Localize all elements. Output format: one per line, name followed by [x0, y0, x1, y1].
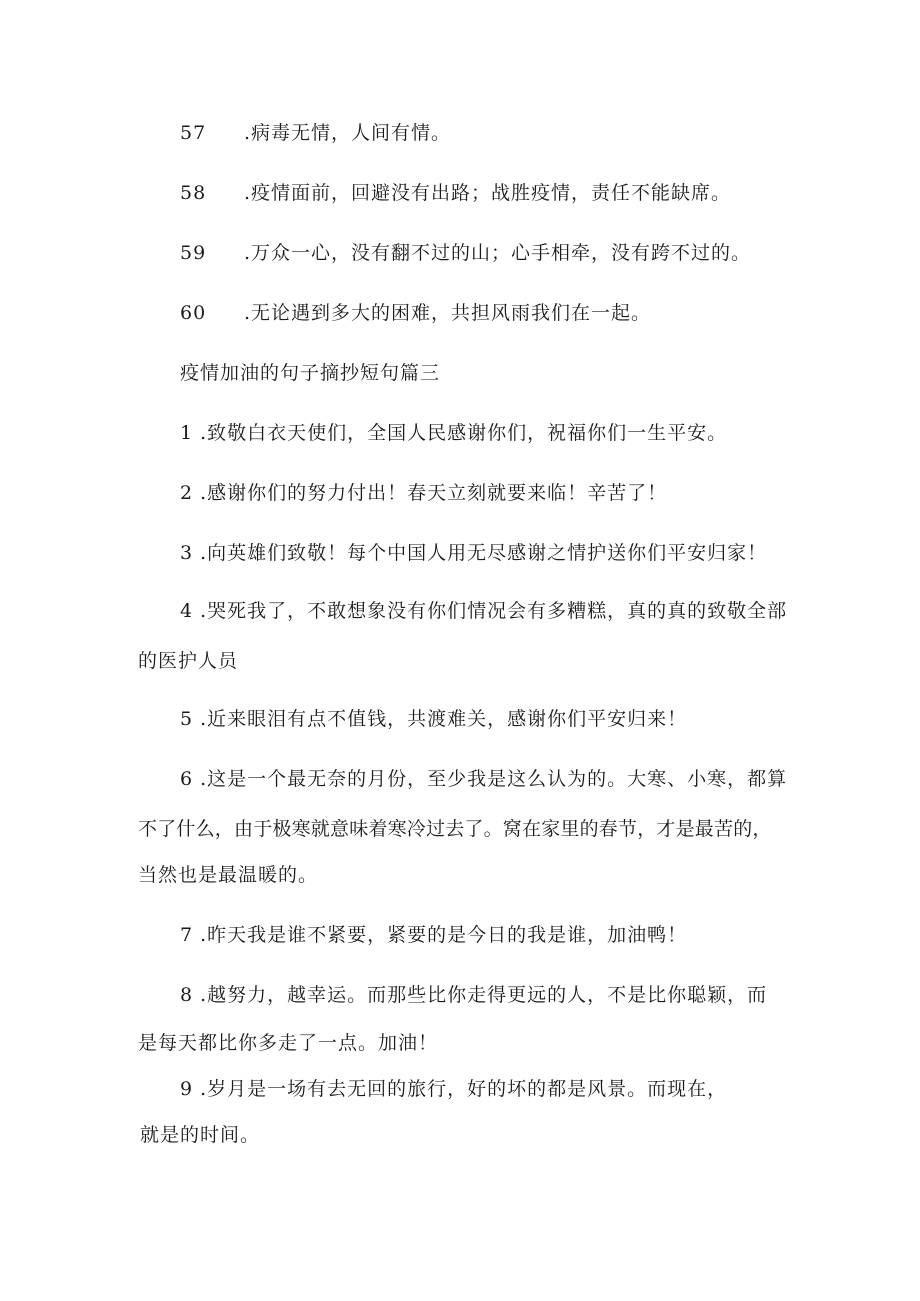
item-number: 6: [180, 768, 194, 790]
line-text: .无论遇到多大的困难，共担风雨我们在一起。: [244, 302, 652, 324]
line-number: 58: [180, 182, 207, 204]
list-item: [180, 1076, 727, 1102]
item-continuation: 是每天都比你多走了一点。加油！: [138, 1032, 439, 1054]
item-continuation: 当然也是最温暖的。: [138, 864, 319, 886]
item-text: .昨天我是谁不紧要，紧要的是今日的我是谁，加油鸭！: [200, 924, 688, 946]
item-text: .致敬白衣天使们，全国人民感谢你们，祝福你们一生平安。: [200, 422, 728, 444]
item-number: 1: [180, 422, 194, 444]
item-number: 5: [180, 708, 194, 730]
item-number: 4: [180, 600, 194, 622]
item-number: 7: [180, 924, 194, 946]
line-text: .病毒无情，人间有情。: [244, 122, 452, 144]
item-continuation: 的医护人员: [138, 650, 239, 672]
item-text: .这是一个最无奈的月份，至少我是这么认为的。大寒、小寒，都算: [200, 768, 788, 790]
section-title: 疫情加油的句子摘抄短句篇三: [180, 362, 441, 384]
item-text: .岁月是一场有去无回的旅行，好的坏的都是风景。而现在，: [200, 1078, 728, 1100]
item-number: 2: [180, 482, 194, 504]
line-number: 59: [180, 242, 207, 264]
list-item: [180, 706, 687, 732]
item-number: 9: [180, 1078, 194, 1100]
list-item: [180, 598, 787, 624]
line-number: 60: [180, 302, 207, 324]
numbered-line: [180, 120, 451, 146]
list-item: [180, 420, 727, 446]
item-number: 8: [180, 984, 194, 1006]
item-continuation: 不了什么，由于极寒就意味着寒冷过去了。窝在家里的春节，才是最苦的，: [138, 818, 772, 840]
list-item: [180, 982, 767, 1008]
numbered-line: [180, 180, 731, 206]
numbered-line: [180, 240, 751, 266]
line-text: .疫情面前，回避没有出路；战胜疫情，责任不能缺席。: [244, 182, 732, 204]
line-text: .万众一心，没有翻不过的山；心手相牵，没有跨不过的。: [244, 242, 752, 264]
item-text: .越努力，越幸运。而那些比你走得更远的人，不是比你聪颖，而: [200, 984, 768, 1006]
numbered-line: [180, 300, 651, 326]
item-continuation: 就是的时间。: [140, 1124, 261, 1146]
item-text: .感谢你们的努力付出！春天立刻就要来临！辛苦了！: [200, 482, 668, 504]
list-item: [180, 766, 787, 792]
list-item: [180, 540, 767, 566]
item-text: .哭死我了，不敢想象没有你们情况会有多糟糕，真的真的致敬全部: [200, 600, 788, 622]
item-text: .近来眼泪有点不值钱，共渡难关，感谢你们平安归来！: [200, 708, 688, 730]
list-item: [180, 922, 687, 948]
item-number: 3: [180, 542, 194, 564]
item-text: .向英雄们致敬！每个中国人用无尽感谢之情护送你们平安归家！: [200, 542, 768, 564]
line-number: 57: [180, 122, 207, 144]
list-item: [180, 480, 667, 506]
